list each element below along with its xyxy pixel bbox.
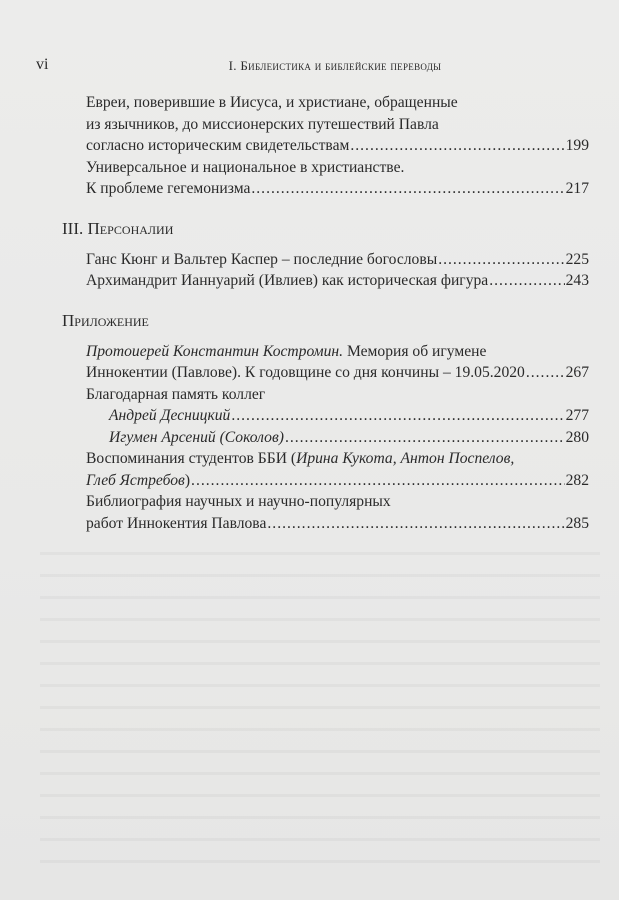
dot-leader xyxy=(438,249,564,271)
toc-page-number: 267 xyxy=(565,364,589,381)
toc-text-segment: Андрей Десницкий xyxy=(109,407,231,424)
toc-entry[interactable] xyxy=(62,341,589,384)
toc-entry-text xyxy=(86,493,391,510)
toc-entry-text xyxy=(86,159,404,176)
toc-entry[interactable] xyxy=(62,157,589,200)
dot-leader xyxy=(191,470,565,492)
toc-entry-text xyxy=(86,178,250,200)
toc-entry-text xyxy=(86,450,514,467)
toc-text-segment: Ирина Кукота, Антон Поспелов, xyxy=(296,450,515,467)
toc-text-segment: Библиография научных и научно-популярных xyxy=(86,493,391,510)
toc-entry-line xyxy=(86,249,589,271)
dot-leader xyxy=(489,270,564,292)
toc-entry[interactable] xyxy=(62,427,589,449)
toc-entry-line xyxy=(86,470,589,492)
dot-leader xyxy=(350,135,564,157)
toc-entry-line xyxy=(86,157,589,179)
toc-text-segment: ) xyxy=(184,471,191,489)
dot-leader xyxy=(267,513,564,535)
toc-page-number: 282 xyxy=(565,471,589,489)
toc-text-segment: Протоиерей Константин Костромин. xyxy=(86,342,344,360)
running-title: I. Библеистика и библейские переводы xyxy=(228,58,442,73)
toc-entry-line xyxy=(86,270,589,292)
toc-entry-line xyxy=(86,384,589,406)
toc-entry-line xyxy=(86,491,589,513)
toc-entry-text xyxy=(86,513,266,535)
toc-page-number: 225 xyxy=(565,250,589,268)
toc-entry-text xyxy=(86,386,265,403)
toc-text-segment: Воспоминания студентов ББИ ( xyxy=(86,450,297,467)
toc-entry-text xyxy=(109,427,284,449)
toc-entry-line xyxy=(86,92,589,114)
toc-entry[interactable] xyxy=(62,405,589,427)
toc-text-segment: Ганс Кюнг и Вальтер Каспер – последние богословы xyxy=(86,250,438,268)
toc-page-number: 277 xyxy=(565,407,589,424)
page-number: vi xyxy=(36,56,49,73)
toc-entry-line xyxy=(86,448,589,470)
toc-entry[interactable] xyxy=(62,92,589,157)
toc-entry-text xyxy=(86,362,525,384)
section-title: Приложение xyxy=(62,310,149,330)
toc-text-segment: Архимандрит Ианнуарий (Ивлиев) как историческая фигура xyxy=(86,272,489,289)
toc-page-number: 243 xyxy=(565,272,589,289)
section-title: III. Персоналии xyxy=(62,218,174,238)
toc-entry-line xyxy=(109,405,589,427)
table-of-contents xyxy=(62,92,589,534)
dot-leader xyxy=(285,427,565,449)
toc-entry-line xyxy=(86,135,589,157)
toc-entry-text xyxy=(86,343,486,360)
toc-text-segment: К проблеме гегемонизма xyxy=(86,180,251,197)
toc-text-segment: Евреи, поверившие в Иисуса, и христиане, обращенные xyxy=(86,94,458,111)
toc-text-segment: согласно историческим свидетельствам xyxy=(86,137,350,154)
toc-entry-text xyxy=(109,405,230,427)
toc-text-segment: работ Иннокентия Павлова xyxy=(86,514,267,532)
toc-page-number: 285 xyxy=(565,514,589,532)
toc-entry-line xyxy=(109,427,589,449)
toc-text-segment: Благодарная память коллег xyxy=(86,385,266,403)
toc-entry-text xyxy=(86,94,458,111)
toc-entry-text xyxy=(86,249,437,271)
toc-entry-line xyxy=(86,362,589,384)
toc-entry-line xyxy=(86,341,589,363)
toc-entry-line xyxy=(86,178,589,200)
toc-text-segment: Иннокентии (Павлове). К годовщине со дня кончины – 19.05.2020 xyxy=(86,364,525,381)
toc-entry-text xyxy=(86,116,439,133)
dot-leader xyxy=(231,405,564,427)
toc-entry[interactable] xyxy=(62,249,589,271)
toc-entry-text xyxy=(86,470,190,492)
toc-text-segment: Универсальное и национальное в христианстве. xyxy=(86,158,405,176)
toc-entry[interactable] xyxy=(62,384,589,406)
toc-text-segment: Игумен Арсений (Соколов) xyxy=(109,428,284,446)
toc-page-number: 280 xyxy=(565,428,589,446)
toc-page-number: 217 xyxy=(565,180,589,197)
bleed-through-text xyxy=(40,540,600,870)
toc-entry-line xyxy=(86,513,589,535)
toc-text-segment: Мемория об игумене xyxy=(343,342,487,360)
toc-entry[interactable] xyxy=(62,491,589,534)
toc-entry-text xyxy=(86,135,349,157)
dot-leader xyxy=(251,178,564,200)
toc-page-number: 199 xyxy=(565,137,589,154)
toc-entry[interactable] xyxy=(62,448,589,491)
toc-text-segment: из язычников, до миссионерских путешествий Павла xyxy=(86,115,439,133)
toc-entry-text xyxy=(86,270,488,292)
toc-entry[interactable] xyxy=(62,270,589,292)
dot-leader xyxy=(526,362,565,384)
toc-text-segment: Глеб Ястребов xyxy=(86,471,185,489)
toc-entry-line xyxy=(86,114,589,136)
